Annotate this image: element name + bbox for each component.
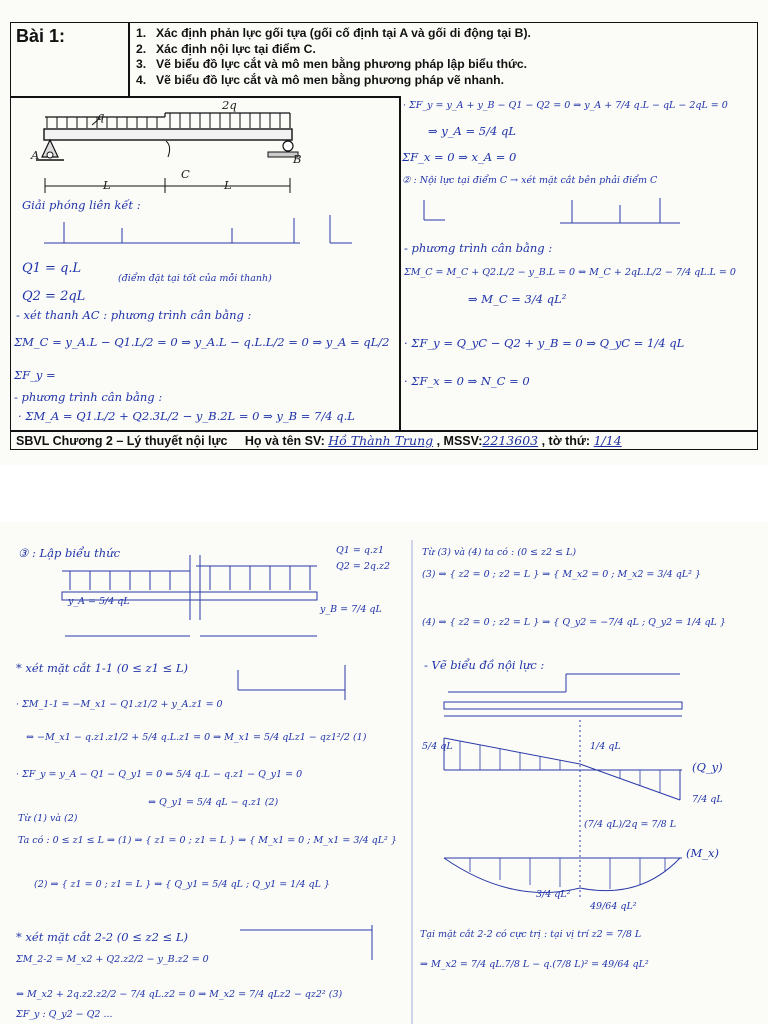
hand-equation: ΣM_2-2 = M_x2 + Q2.z2/2 − y_B.z2 = 0 (16, 954, 209, 965)
hand-equation: ⇔ M_x2 + 2q.z2.z2/2 − 7/4 qL.z2 = 0 ⇒ M_x2 = 7/4 qLz2 − qz2² (3) (16, 989, 343, 1000)
hand-equation: ΣM_C = M_C + Q2.L/2 − y_B.L = 0 ⇔ M_C + 2qL.L/2 − 7/4 qL.L = 0 (404, 267, 736, 278)
hand-equation: ⇒ y_A = 5/4 qL (428, 124, 516, 138)
hand-note: Tại mặt cắt 2-2 có cực trị : tại vị trí z2 = 7/8 L (420, 929, 642, 940)
hand-equation: ⇔ −M_x1 − q.z1.z1/2 + 5/4 q.L.z1 = 0 ⇒ M_x1 = 5/4 qLz1 − qz1²/2 (1) (26, 732, 367, 743)
exercise-title: Bài 1: (16, 26, 66, 46)
diagram-value: 49/64 qL² (590, 901, 637, 912)
hand-note: (điểm đặt tại tốt của mỗi thanh) (118, 273, 272, 284)
student-name: Hồ Thành Trung (328, 433, 434, 448)
load-label-2q: 2q (222, 98, 237, 112)
task-item: 1. Xác định phản lực gối tựa (gối cố định tại A và gối di động tại B). (136, 26, 531, 40)
diagram-value: 7/4 qL (692, 794, 723, 805)
hand-note: Từ (3) và (4) ta có : (0 ≤ z2 ≤ L) (422, 547, 577, 558)
hand-equation: y_A = 5/4 qL (68, 596, 130, 607)
hand-equation: · ΣM_A = Q1.L/2 + Q2.3L/2 − y_B.2L = 0 ⇒ y_B = 7/4 q.L (18, 409, 355, 423)
hand-note: Từ (1) và (2) (18, 813, 78, 824)
task-item: 2. Xác định nội lực tại điểm C. (136, 41, 316, 56)
page-number: 1/14 (593, 433, 622, 448)
hand-equation: (3) ⇒ { z2 = 0 ; z2 = L } ⇒ { M_x2 = 0 ; M_x2 = 3/4 qL² } (422, 569, 701, 580)
diagram-value: 5/4 qL (422, 741, 453, 752)
diagram-value: 3/4 qL² (536, 889, 571, 900)
hand-equation: y_B = 7/4 qL (320, 604, 382, 615)
hand-equation: ΣF_x = 0 ⇒ x_A = 0 (402, 150, 517, 164)
hand-equation: Q2 = 2q.z2 (336, 561, 391, 572)
point-label-c: C (181, 167, 190, 181)
hand-equation: (2) ⇒ { z1 = 0 ; z1 = L } ⇒ { Q_y1 = 5/4 qL ; Q_y1 = 1/4 qL } (34, 879, 330, 890)
task-item: 3. Vẽ biểu đồ lực cắt và mô men bằng phương pháp lập biểu thức. (136, 57, 528, 71)
diagram-label-shear: (Q_y) (692, 760, 723, 774)
hand-equation: · ΣM_1-1 = −M_x1 − Q1.z1/2 + y_A.z1 = 0 (16, 699, 223, 710)
hand-note: - xét thanh AC : phương trình cân bằng : (16, 308, 252, 322)
hand-equation: ⇒ M_C = 3/4 qL² (468, 292, 567, 306)
load-label-q: q (97, 109, 105, 123)
hand-equation: Ta có : 0 ≤ z1 ≤ L ⇒ (1) ⇒ { z1 = 0 ; z1 = L } ⇒ { M_x1 = 0 ; M_x1 = 3/4 qL² } (18, 835, 397, 846)
hand-note: - Vẽ biểu đồ nội lực : (424, 658, 545, 672)
hand-equation: ΣF_y = (14, 368, 56, 382)
hand-equation: · ΣF_y = y_A − Q1 − Q_y1 = 0 ⇔ 5/4 q.L − q.z1 − Q_y1 = 0 (16, 769, 303, 780)
student-id: 2213603 (482, 433, 539, 448)
hand-note: Giải phóng liên kết : (22, 198, 141, 212)
hand-equation: Q1 = q.L (22, 261, 82, 276)
diagram-label-moment: (M_x) (686, 846, 719, 860)
span-label-left: L (103, 178, 111, 192)
diagram-value: (7/4 qL)/2q = 7/8 L (584, 819, 677, 830)
hand-note: ③ : Lập biểu thức (18, 546, 121, 560)
hand-equation: Q2 = 2qL (22, 289, 86, 304)
hand-equation: (4) ⇒ { z2 = 0 ; z2 = L } ⇒ { Q_y2 = −7/4 qL ; Q_y2 = 1/4 qL } (422, 617, 726, 628)
point-label-a: A (31, 148, 40, 162)
hand-equation: · ΣF_y = y_A + y_B − Q1 − Q2 = 0 ⇒ y_A + 7/4 q.L − qL − 2qL = 0 (403, 100, 728, 111)
hand-equation: · ΣF_y = Q_yC − Q2 + y_B = 0 ⇒ Q_yC = 1/4 qL (404, 336, 685, 350)
hand-note: - phương trình cân bằng : (14, 390, 163, 404)
hand-note: - phương trình cân bằng : (404, 241, 553, 255)
hand-equation: · ΣF_x = 0 ⇒ N_C = 0 (404, 374, 530, 388)
task-item: 4. Vẽ biểu đồ lực cắt và mô men bằng phương pháp vẽ nhanh. (136, 72, 504, 87)
hand-equation: Q1 = q.z1 (336, 545, 384, 556)
worksheet-footer: SBVL Chương 2 – Lý thuyết nội lực Họ và tên SV: Hồ Thành Trung , MSSV:2213603 , tờ thứ: 1/14 (16, 433, 622, 448)
hand-equation: ⇒ M_x2 = 7/4 qL.7/8 L − q.(7/8 L)² = 49/64 qL² (420, 959, 649, 970)
hand-note: * xét mặt cắt 2-2 (0 ≤ z2 ≤ L) (16, 930, 188, 944)
span-label-right: L (224, 178, 232, 192)
hand-equation: ⇔ Q_y1 = 5/4 qL − q.z1 (2) (148, 797, 279, 808)
hand-equation: ΣF_y : Q_y2 − Q2 ... (16, 1009, 113, 1020)
hand-equation: ΣM_C = y_A.L − Q1.L/2 = 0 ⇒ y_A.L − q.L.L/2 = 0 ⇒ y_A = qL/2 (14, 335, 390, 349)
hand-note: * xét mặt cắt 1-1 (0 ≤ z1 ≤ L) (16, 661, 188, 675)
diagram-value: 1/4 qL (590, 741, 621, 752)
hand-note: ② : Nội lực tại điểm C → xét mặt cắt bên phải điểm C (402, 175, 658, 186)
point-label-b: B (293, 152, 302, 166)
